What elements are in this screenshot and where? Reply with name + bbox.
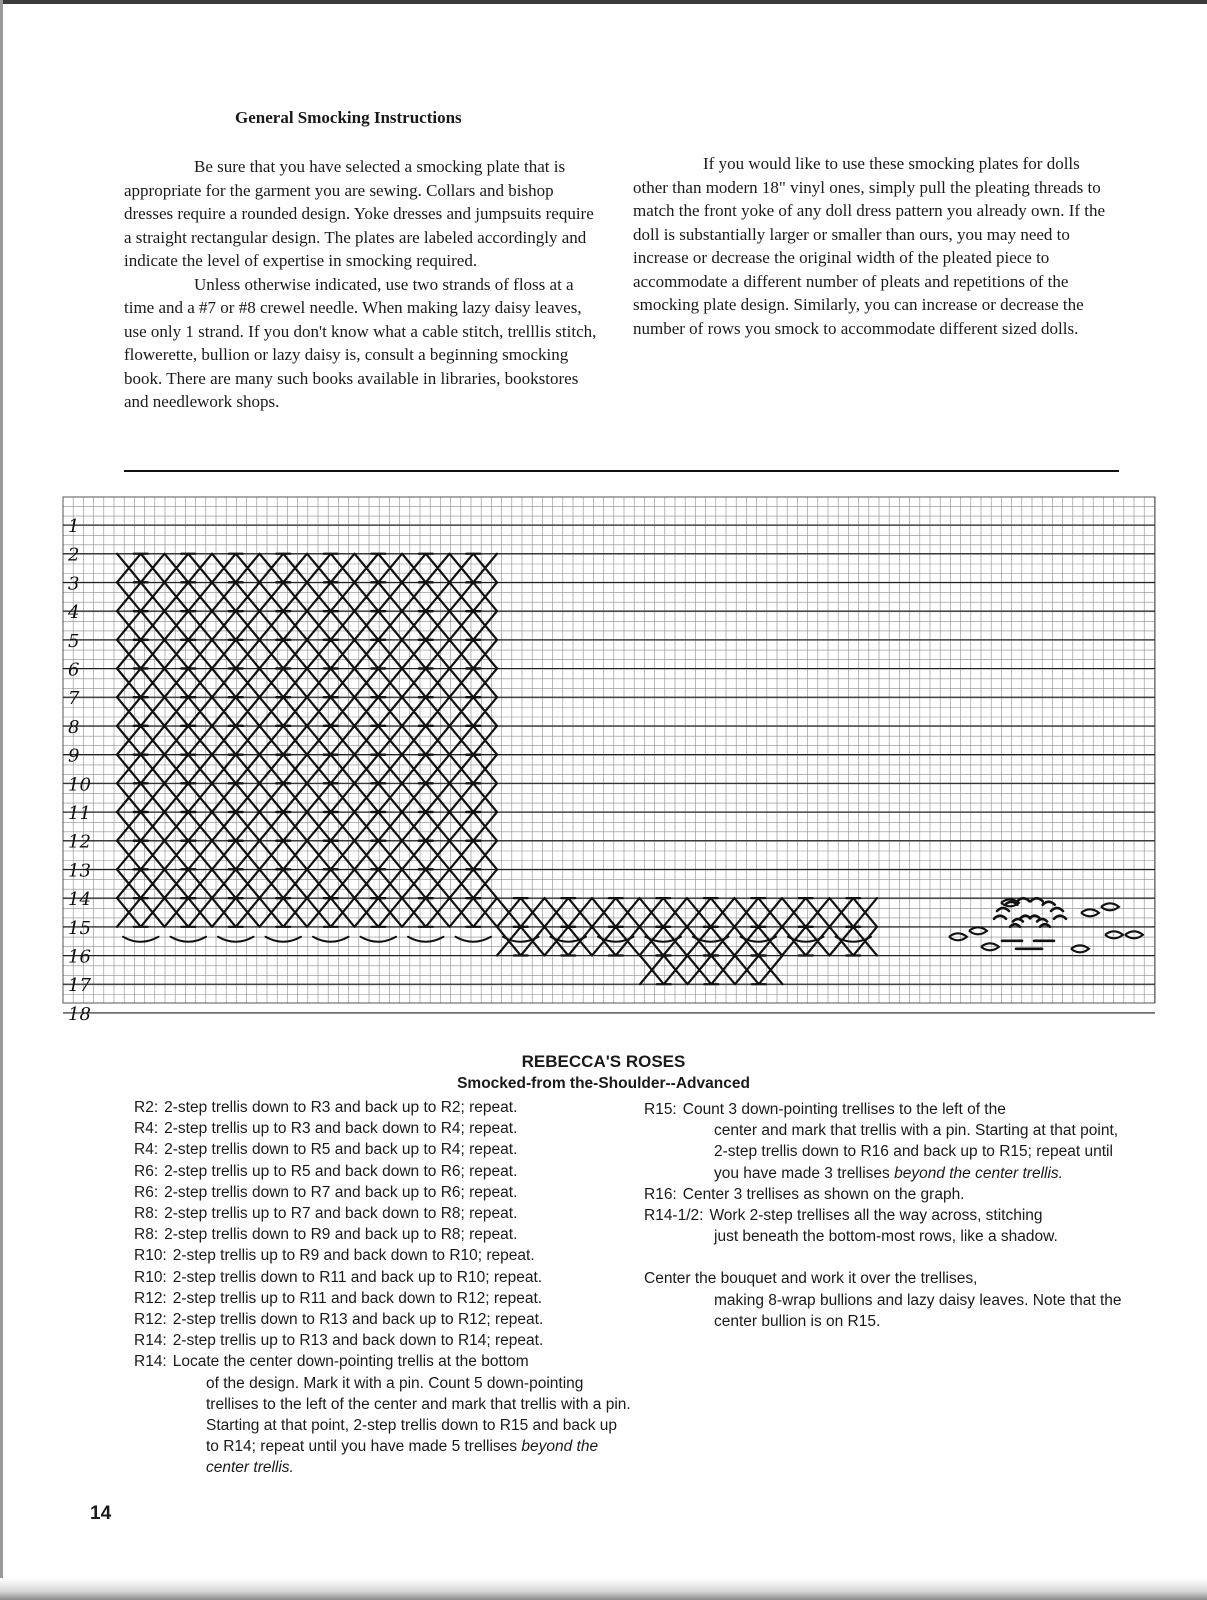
row-label: R4:	[134, 1120, 159, 1138]
paragraph: If you would like to use these smocking plates for dolls other than modern 18" vinyl ones, simply pull the pleating threads to match the front yoke of any doll dress pattern you already own. If the doll is substantially larger or smaller than ours, you may need to increase or decrease the original width of the pleated piece to accommodate a different number of pleats and repetitions of the smocking plate design. Similarly, you can increase or decrease the number of rows you smock to accommodate different sized dolls.	[633, 154, 1106, 338]
row-text: 2-step trellis down to R13 and back up to R12; repeat.	[172, 1311, 544, 1329]
row-label: R8:	[134, 1226, 159, 1244]
horizontal-rule	[124, 470, 1119, 472]
row-number-label: 14	[68, 889, 91, 911]
trellis-row-14-15	[117, 898, 877, 927]
trellis-row	[117, 640, 497, 669]
instruction-row	[134, 1161, 634, 1182]
row-text: 2-step trellis down to R7 and back up to R6; repeat.	[164, 1183, 518, 1201]
row-number-label: 12	[68, 831, 91, 853]
row-text: 2-step trellis up to R7 and back down to R8; repeat.	[164, 1205, 518, 1223]
row-number-label: 15	[68, 917, 91, 939]
row-label: R2:	[134, 1099, 159, 1116]
instruction-row	[134, 1118, 634, 1139]
row-number-label: 1	[68, 516, 80, 537]
trellis-row	[117, 869, 497, 898]
row-label: R8:	[134, 1205, 159, 1223]
shadow-trellis	[123, 937, 871, 942]
instruction-continuation	[134, 1373, 634, 1479]
row-text: 2-step trellis up to R9 and back down to R10; repeat.	[172, 1247, 535, 1265]
row-number-label: 11	[68, 803, 91, 824]
trellis-row	[117, 755, 497, 784]
intro-column-left	[124, 155, 604, 414]
trellis-row-15-16	[497, 927, 877, 956]
trellis-row	[117, 554, 497, 583]
row-label: R14:	[134, 1332, 167, 1350]
trellis-row	[117, 783, 497, 812]
row-number-label: 17	[68, 975, 91, 997]
continuation-text: center and mark that trellis with a pin. Starting at that point, 2-step trellis down to R16 and back up to R15; repeat until you have made 3 trellises	[714, 1122, 1119, 1182]
instruction-row	[134, 1330, 634, 1351]
instruction-continuation	[644, 1120, 1134, 1184]
paragraph: Unless otherwise indicated, use two strands of floss at a time and a #7 or #8 crewel needle. When making lazy daisy leaves, use only 1 strand. If you don't know what a cable stitch, trelllis stitch, flowerette, bullion or lazy daisy is, consult a beginning smocking book. There are many such books available in libraries, bookstores and needlework shops.	[124, 274, 597, 411]
instruction-row	[134, 1245, 634, 1266]
row-label: R10:	[134, 1247, 167, 1265]
row-text: 2-step trellis up to R13 and back down to R14; repeat.	[172, 1332, 544, 1350]
instruction-row	[644, 1184, 1134, 1205]
trellis-row	[117, 669, 497, 698]
row-number-label: 10	[68, 774, 91, 796]
row-text: 2-step trellis down to R5 and back up to R4; repeat.	[164, 1141, 518, 1159]
instructions-left	[134, 1097, 634, 1479]
row-text: Center 3 trellises as shown on the graph.	[682, 1185, 965, 1203]
row-label: R14-1/2:	[644, 1207, 704, 1225]
row-text: Count 3 down-pointing trellises to the left of the	[682, 1101, 1006, 1118]
row-text: Work 2-step trellises all the way across, stitching	[709, 1207, 1043, 1225]
emphasis-text: beyond the center trellis.	[206, 1438, 599, 1477]
row-label: R14:	[134, 1353, 167, 1371]
row-text: 2-step trellis down to R11 and back up to R10; repeat.	[172, 1268, 543, 1286]
trellis-row	[117, 726, 497, 755]
row-number-label: 18	[68, 1003, 91, 1025]
smocking-graph	[55, 485, 1165, 1030]
trellis-row	[117, 582, 497, 611]
row-number-label: 8	[68, 716, 80, 738]
bouquet-note: Center the bouquet and work it over the trellises,	[644, 1270, 978, 1288]
row-number-label: 13	[68, 860, 91, 882]
row-label: R15:	[644, 1101, 677, 1118]
continuation-text: of the design. Mark it with a pin. Count 5 down-pointing trellises to the left of the center and mark that trellis with a pin. Starting at that point, 2-step trellis down to R15 and back up to R14; repeat until you have made 5 trellises	[206, 1374, 631, 1456]
row-number-label: 3	[68, 573, 80, 595]
trellis-row	[117, 812, 497, 841]
instruction-row	[134, 1309, 634, 1330]
plate-subtitle: Smocked-from the-Shoulder--Advanced	[457, 1075, 750, 1092]
page-edge-bottom	[0, 1578, 1207, 1600]
section-heading: General Smocking Instructions	[235, 108, 462, 127]
row-text: 2-step trellis up to R5 and back down to R6; repeat.	[164, 1162, 518, 1180]
page-number: 14	[90, 1503, 112, 1524]
plate-title: REBECCA'S ROSES	[521, 1052, 686, 1071]
row-label: R12:	[134, 1311, 167, 1329]
row-number-label: 2	[68, 544, 80, 566]
row-number-label: 9	[68, 745, 80, 767]
row-label: R4:	[134, 1141, 159, 1159]
intro-column-right	[633, 152, 1118, 340]
instruction-continuation: just beneath the bottom-most rows, like a shadow.	[714, 1228, 1058, 1246]
row-label: R6:	[134, 1162, 159, 1180]
row-label: R16:	[644, 1185, 677, 1203]
row-number-label: 4	[68, 602, 80, 624]
row-number-label: 5	[68, 630, 80, 652]
instruction-row	[134, 1182, 634, 1203]
trellis-row	[117, 697, 497, 726]
trellis-row	[117, 611, 497, 640]
row-number-label: 16	[68, 946, 91, 968]
trellis-row	[117, 841, 497, 870]
instruction-row	[134, 1267, 634, 1288]
emphasis-text: beyond the center trellis.	[894, 1164, 1063, 1182]
row-text: 2-step trellis up to R11 and back down to R12; repeat.	[172, 1289, 543, 1307]
row-label: R6:	[134, 1183, 159, 1201]
instruction-continuation: making 8-wrap bullions and lazy daisy leaves. Note that the center bullion is on R15.	[714, 1291, 1122, 1330]
instruction-row	[134, 1097, 634, 1118]
row-text: 2-step trellis down to R9 and back up to R8; repeat.	[164, 1226, 518, 1244]
row-text: 2-step trellis up to R3 and back down to R4; repeat.	[164, 1120, 518, 1138]
instruction-row	[644, 1099, 1134, 1120]
row-label: R10:	[134, 1268, 167, 1286]
instruction-row	[134, 1288, 634, 1309]
instruction-row	[134, 1351, 634, 1372]
paragraph: Be sure that you have selected a smocking plate that is appropriate for the garment you are sewing. Collars and bishop dresses require a rounded design. Yoke dresses and jumpsuits require a straight rectangular design. The plates are labeled accordingly and indicate the level of expertise in smocking required.	[124, 157, 594, 270]
trellis-row-16-17	[640, 956, 783, 985]
page-edge-top	[0, 0, 1207, 4]
instruction-row	[134, 1139, 634, 1160]
spacer	[644, 1247, 1134, 1268]
page-edge-left	[0, 0, 3, 1600]
row-text: 2-step trellis down to R3 and back up to R2; repeat.	[164, 1099, 518, 1116]
instruction-row	[134, 1203, 634, 1224]
row-number-label: 6	[68, 659, 80, 681]
instruction-row	[134, 1224, 634, 1245]
row-text: Locate the center down-pointing trellis at the bottom	[172, 1353, 529, 1371]
instruction-row	[644, 1205, 1134, 1226]
row-label: R12:	[134, 1289, 167, 1307]
instructions-right	[644, 1099, 1134, 1332]
row-number-label: 7	[68, 688, 80, 710]
